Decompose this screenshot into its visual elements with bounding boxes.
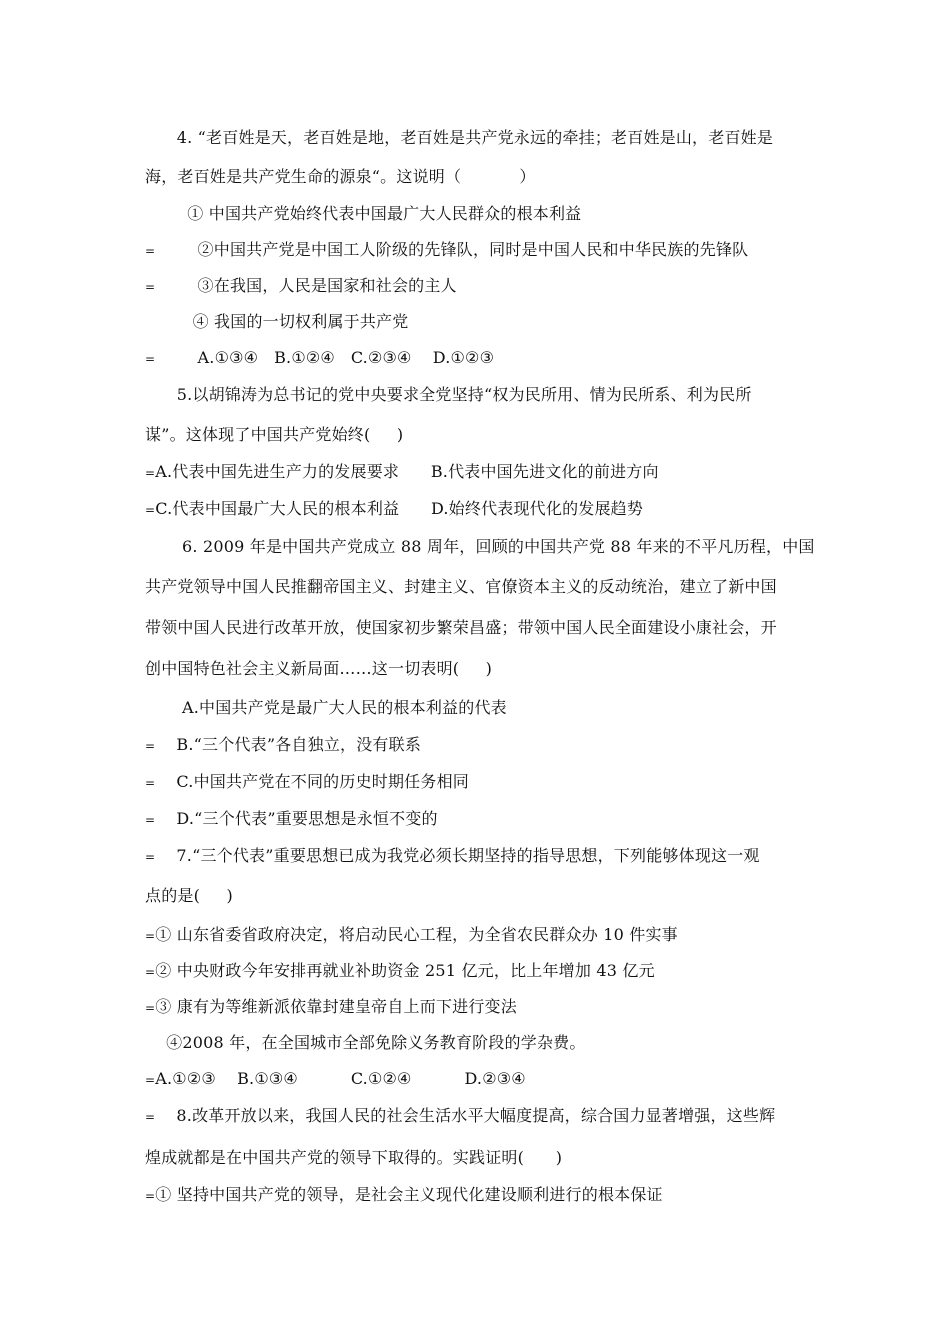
line-text: A.代表中国先进生产力的发展要求 B.代表中国先进文化的前进方向: [155, 462, 659, 481]
line-marker: =: [145, 813, 156, 827]
text-line: [145, 348, 494, 369]
line-marker: =: [145, 739, 156, 753]
line-text: A.中国共产党是最广大人民的根本利益的代表: [145, 698, 507, 717]
line-text: 谋”。这体现了中国共产党始终( ): [145, 425, 404, 444]
text-line: [145, 499, 643, 520]
line-marker: =: [145, 244, 156, 258]
line-text: C.中国共产党在不同的历史时期任务相同: [155, 772, 469, 791]
text-line: [145, 698, 507, 718]
line-marker: =: [145, 776, 156, 790]
line-text: ④ 我国的一切权利属于共产党: [145, 312, 409, 331]
line-text: 海，老百姓是共产党生命的源泉“。这说明（ ）: [145, 167, 536, 186]
line-marker: =: [145, 1001, 156, 1015]
line-text: 点的是( ): [145, 886, 233, 905]
line-text: 6. 2009 年是中国共产党成立 88 周年，回顾的中国共产党 88 年来的不平凡历程，中国: [145, 537, 815, 556]
line-text: 共产党领导中国人民推翻帝国主义、封建主义、官僚资本主义的反动统治，建立了新中国: [145, 577, 777, 596]
line-text: 煌成就都是在中国共产党的领导下取得的。实践证明( ): [145, 1148, 563, 1167]
text-line: [145, 537, 815, 557]
text-line: [145, 997, 517, 1018]
line-text: ③ 康有为等维新派依靠封建皇帝自上而下进行变法: [155, 997, 517, 1016]
text-line: [145, 772, 469, 793]
text-line: [145, 1033, 586, 1053]
text-line: [145, 1106, 775, 1127]
text-line: [145, 961, 655, 982]
text-line: [145, 925, 678, 946]
text-line: [145, 735, 421, 756]
line-text: 4. “老百姓是天，老百姓是地，老百姓是共产党永远的牵挂；老百姓是山，老百姓是: [145, 128, 774, 147]
line-marker: =: [145, 1189, 156, 1203]
text-line: [145, 276, 457, 297]
text-line: [145, 809, 438, 830]
line-text: D.“三个代表”重要思想是永恒不变的: [155, 809, 438, 828]
text-line: [145, 128, 773, 148]
line-text: ① 中国共产党始终代表中国最广大人民群众的根本利益: [145, 204, 582, 223]
text-line: [145, 204, 581, 224]
text-line: [145, 1069, 526, 1090]
text-line: [145, 618, 777, 638]
line-text: 创中国特色社会主义新局面……这一切表明( ): [145, 659, 493, 678]
line-text: 带领中国人民进行改革开放，使国家初步繁荣昌盛；带领中国人民全面建设小康社会，开: [145, 618, 777, 637]
text-line: [145, 312, 408, 332]
text-line: [145, 1185, 663, 1206]
line-text: 8.改革开放以来，我国人民的社会生活水平大幅度提高，综合国力显著增强，这些辉: [155, 1106, 776, 1125]
line-marker: =: [145, 466, 156, 480]
line-text: A.①②③ B.①③④ C.①②④ D.②③④: [155, 1069, 526, 1088]
line-text: 7.“三个代表”重要思想已成为我党必须长期坚持的指导思想，下列能够体现这一观: [155, 846, 760, 865]
text-line: [145, 1148, 562, 1168]
line-marker: =: [145, 503, 156, 517]
text-line: [145, 462, 659, 483]
line-text: ① 山东省委省政府决定，将启动民心工程，为全省农民群众办 10 件实事: [155, 925, 678, 944]
text-line: [145, 240, 748, 261]
text-line: [145, 659, 492, 679]
line-text: ③在我国，人民是国家和社会的主人: [155, 276, 457, 295]
line-text: C.代表中国最广大人民的根本利益 D.始终代表现代化的发展趋势: [155, 499, 644, 518]
line-text: ② 中央财政今年安排再就业补助资金 251 亿元，比上年增加 43 亿元: [155, 961, 655, 980]
line-text: 5.以胡锦涛为总书记的党中央要求全党坚持“权为民所用、情为民所系、利为民所: [145, 385, 752, 404]
line-marker: =: [145, 850, 156, 864]
text-line: [145, 577, 777, 597]
text-line: [145, 167, 536, 187]
line-marker: =: [145, 352, 156, 366]
line-text: ④2008 年，在全国城市全部免除义务教育阶段的学杂费。: [145, 1033, 586, 1052]
text-line: [145, 886, 233, 906]
text-line: [145, 425, 403, 445]
line-marker: =: [145, 1073, 156, 1087]
line-marker: =: [145, 929, 156, 943]
line-marker: =: [145, 280, 156, 294]
text-line: [145, 385, 752, 405]
line-text: ②中国共产党是中国工人阶级的先锋队，同时是中国人民和中华民族的先锋队: [155, 240, 749, 259]
line-text: B.“三个代表”各自独立，没有联系: [155, 735, 422, 754]
line-text: A.①③④ B.①②④ C.②③④ D.①②③: [155, 348, 495, 367]
line-text: ① 坚持中国共产党的领导，是社会主义现代化建设顺利进行的根本保证: [155, 1185, 663, 1204]
line-marker: =: [145, 1110, 156, 1124]
text-line: [145, 846, 760, 867]
line-marker: =: [145, 965, 156, 979]
